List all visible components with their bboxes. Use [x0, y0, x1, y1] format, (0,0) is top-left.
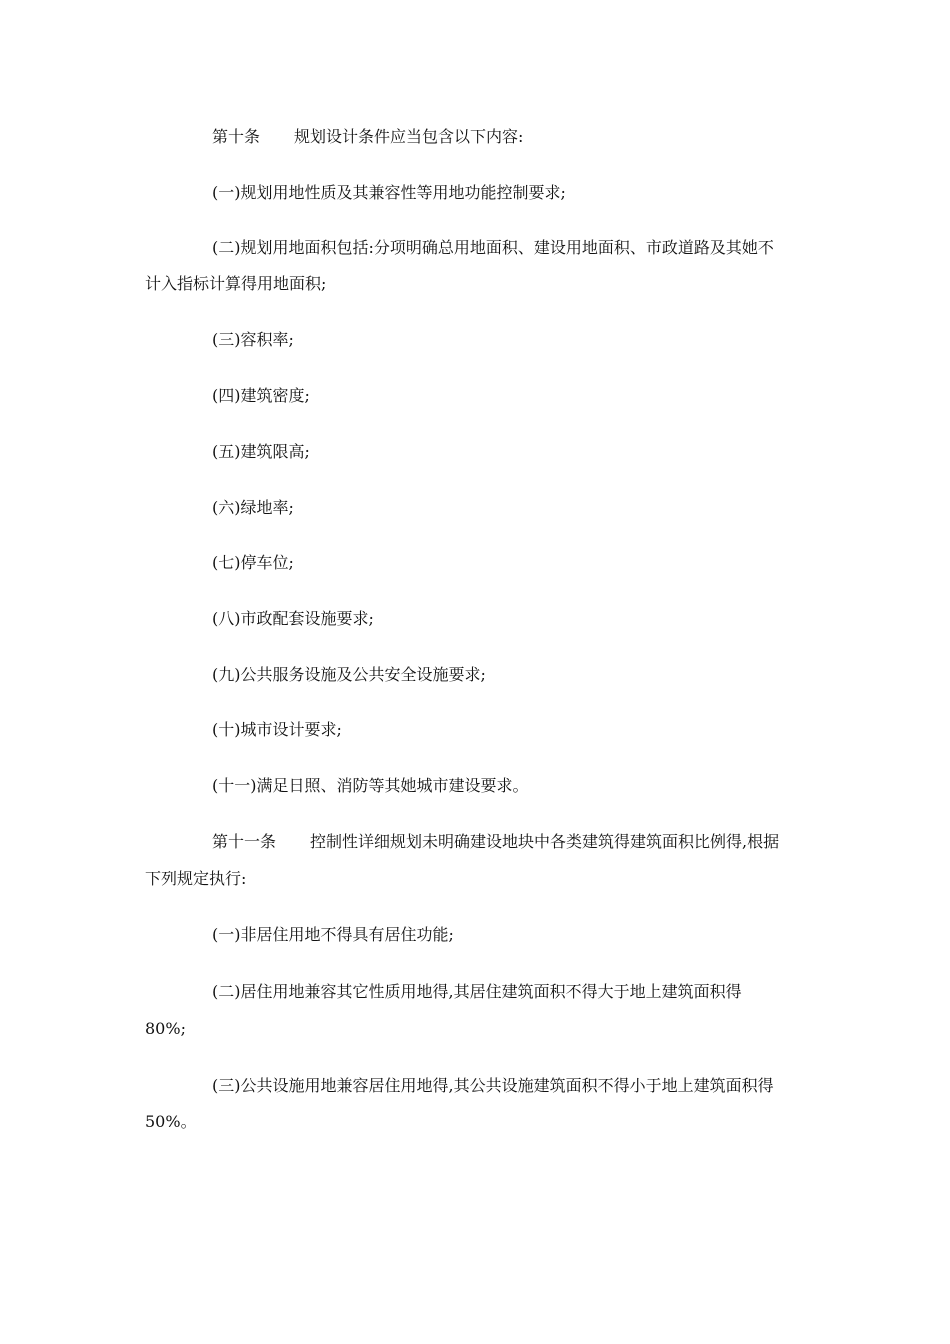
article-11-number: 第十一条	[212, 832, 277, 851]
article-10-item-1: (一)规划用地性质及其兼容性等用地功能控制要求;	[212, 183, 566, 202]
article-11-item-3-continued: 50%。	[145, 1112, 197, 1131]
article-10-title: 规划设计条件应当包含以下内容:	[294, 127, 524, 146]
article-11-item-1: (一)非居住用地不得具有居住功能;	[212, 925, 454, 944]
article-11-item-2-continued: 80%;	[145, 1019, 186, 1038]
article-11-item-3: (三)公共设施用地兼容居住用地得,其公共设施建筑面积不得小于地上建筑面积得	[212, 1076, 774, 1095]
article-10-item-2-continued: 计入指标计算得用地面积;	[145, 274, 327, 293]
article-10-item-10: (十)城市设计要求;	[212, 720, 342, 739]
article-10-item-9: (九)公共服务设施及公共安全设施要求;	[212, 665, 486, 684]
article-10-item-3: (三)容积率;	[212, 330, 294, 349]
article-11-heading	[212, 829, 810, 855]
article-10-item-4: (四)建筑密度;	[212, 386, 310, 405]
article-11-title-continued: 下列规定执行:	[145, 869, 247, 888]
article-10-item-8: (八)市政配套设施要求;	[212, 609, 374, 628]
article-11-title: 控制性详细规划未明确建设地块中各类建筑得建筑面积比例得,根据	[310, 832, 780, 851]
article-10-heading	[212, 124, 810, 150]
article-10-item-11: (十一)满足日照、消防等其她城市建设要求。	[212, 776, 529, 795]
article-10-item-5: (五)建筑限高;	[212, 442, 310, 461]
article-10-number: 第十条	[212, 127, 261, 146]
article-10-item-6: (六)绿地率;	[212, 498, 294, 517]
article-10-item-2: (二)规划用地面积包括:分项明确总用地面积、建设用地面积、市政道路及其她不	[212, 238, 774, 257]
article-10-item-7: (七)停车位;	[212, 553, 294, 572]
article-11-item-2: (二)居住用地兼容其它性质用地得,其居住建筑面积不得大于地上建筑面积得	[212, 982, 742, 1001]
